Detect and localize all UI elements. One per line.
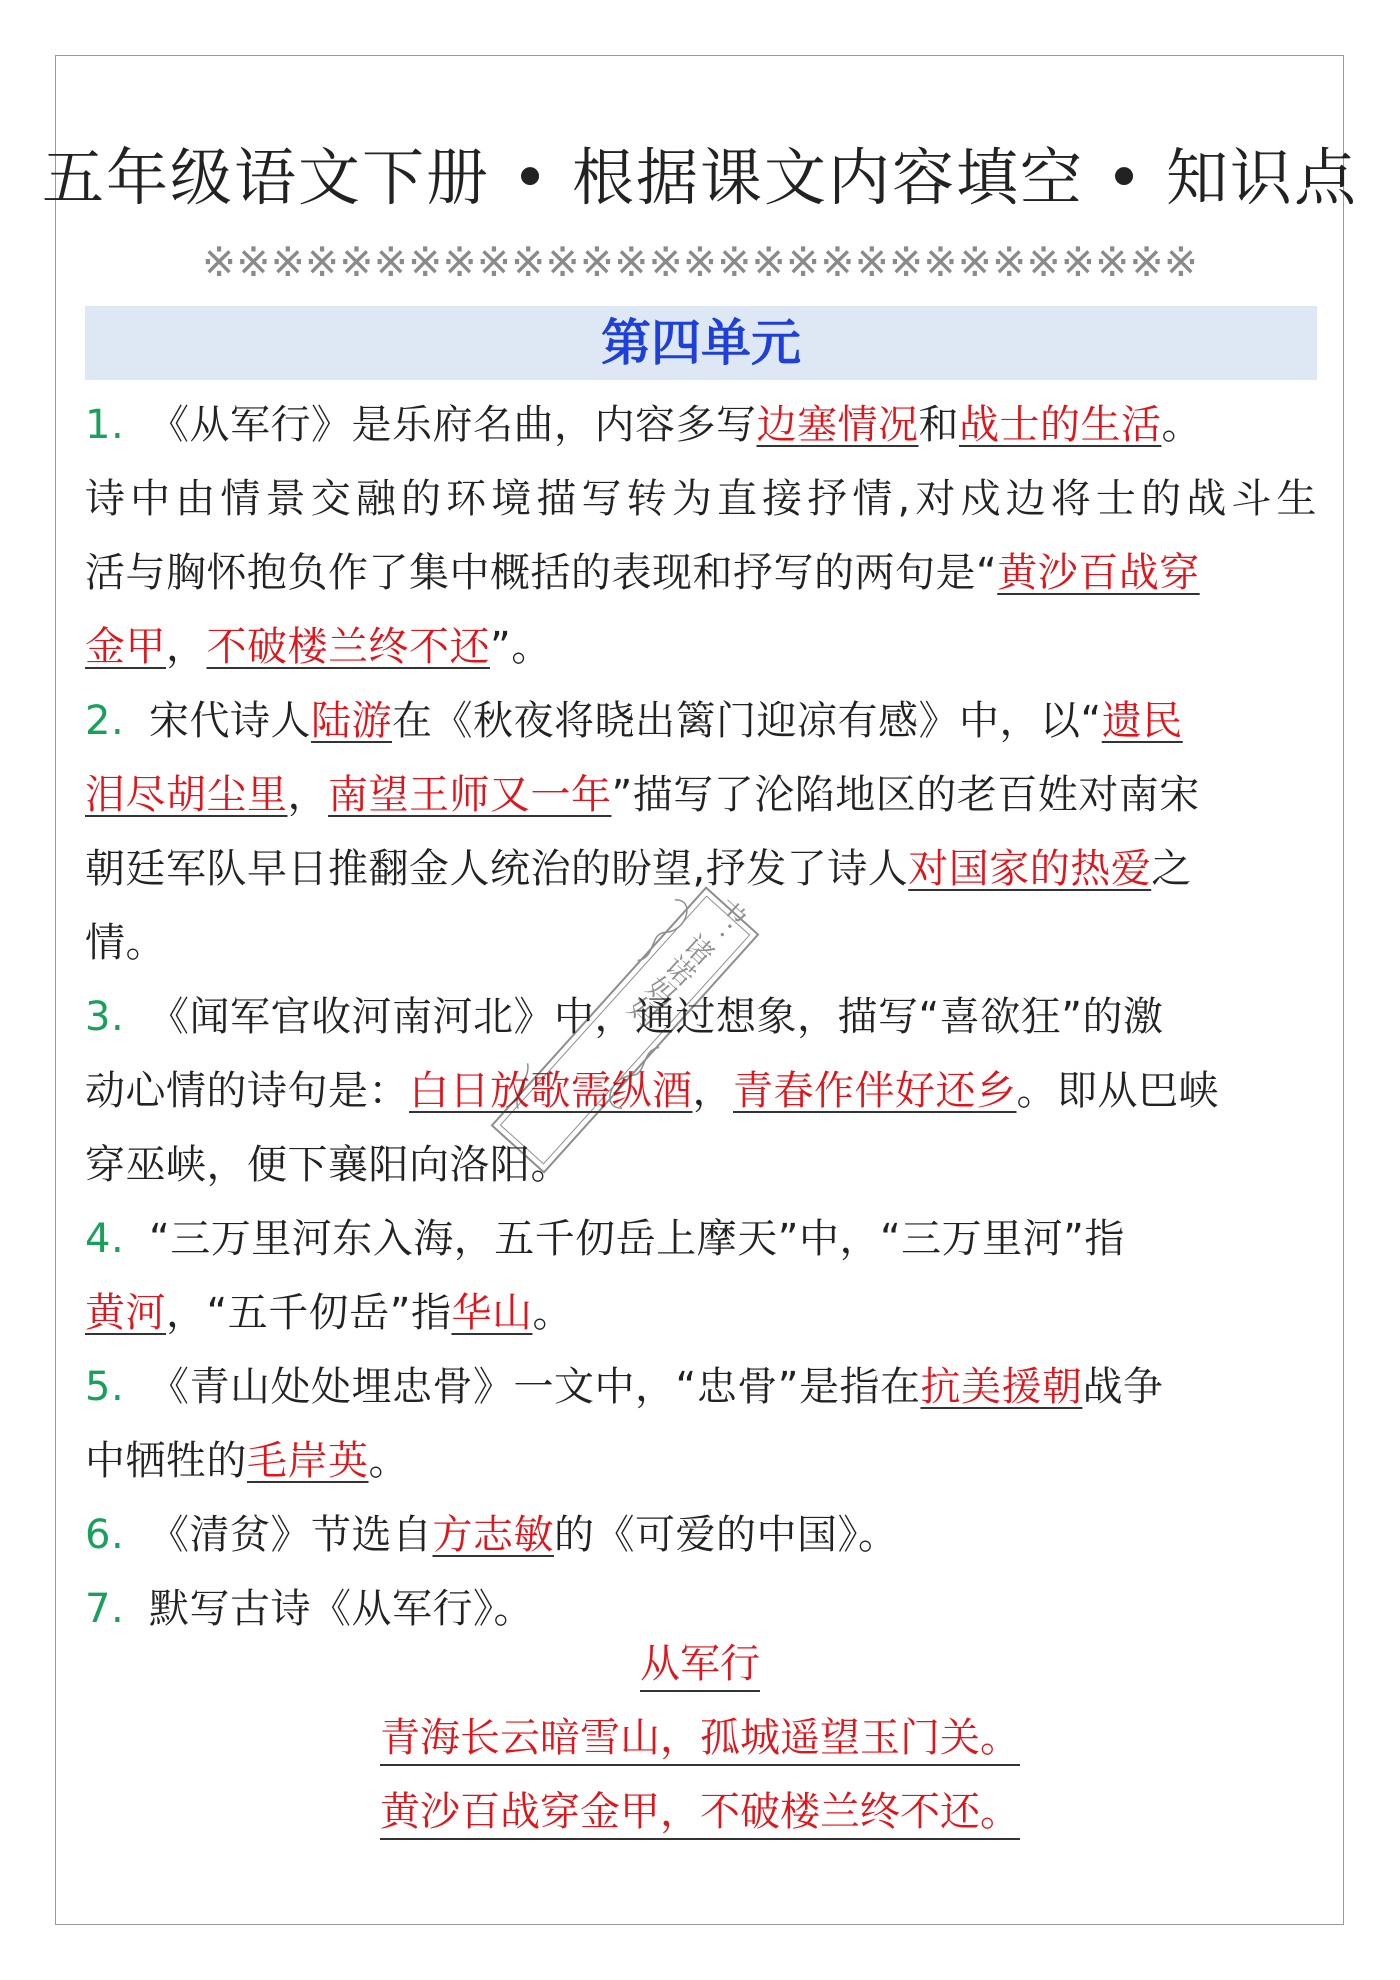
- poem-line-2: 黄沙百战穿金甲，不破楼兰终不还。: [0, 1780, 1400, 1837]
- question-4-line-2: 黄河，“五千仞岳”指华山。: [85, 1290, 573, 1336]
- question-3-line-3: 穿巫峡，便下襄阳向洛阳。: [85, 1142, 571, 1188]
- answer: 泪尽胡尘里: [85, 772, 288, 818]
- answer: 陆游: [311, 698, 392, 744]
- answer: 毛岸英: [247, 1438, 369, 1484]
- question-number: 7.: [85, 1586, 125, 1632]
- answer: 青春作伴好还乡: [733, 1068, 1017, 1114]
- question-2-line-2: 泪尽胡尘里，南望王师又一年”描写了沦陷地区的老百姓对南宋: [85, 772, 1200, 818]
- decorative-divider: ※※※※※※※※※※※※※※※※※※※※※※※※※※※※※: [201, 238, 1199, 286]
- question-1-line-3: 活与胸怀抱负作了集中概括的表现和抒写的两句是“黄沙百战穿: [85, 550, 1200, 596]
- answer: 南望王师又一年: [328, 772, 612, 818]
- question-2-line-3: 朝廷军队早日推翻金人统治的盼望,抒发了诗人对国家的热爱之: [85, 846, 1192, 892]
- question-number: 4.: [85, 1216, 125, 1262]
- answer: 方志敏: [432, 1512, 554, 1558]
- answer: 华山: [451, 1290, 533, 1336]
- question-2-line-1: 2. 宋代诗人陆游在《秋夜将晓出篱门迎凉有感》中，以“遗民: [85, 684, 1317, 758]
- question-5-line-2: 中牺牲的毛岸英。: [85, 1438, 409, 1484]
- svg-text:百书：诸诺妈妈: 百书：诸诺妈妈: [620, 864, 777, 1033]
- question-number: 6.: [85, 1512, 125, 1558]
- answer: 白日放歌需纵酒: [409, 1068, 693, 1114]
- question-1-line-1: 1. 《从军行》是乐府名曲，内容多写边塞情况和战士的生活。: [85, 388, 1317, 462]
- answer: 抗美援朝: [920, 1364, 1083, 1410]
- question-number: 2.: [85, 698, 125, 744]
- question-number: 3.: [85, 994, 125, 1040]
- question-1-line-4: 金甲，不破楼兰终不还”。: [85, 624, 552, 670]
- answer: 不破楼兰终不还: [206, 624, 490, 670]
- question-2-line-4: 情。: [85, 920, 166, 966]
- poem-title: 从军行: [0, 1632, 1400, 1689]
- unit-title: 第四单元: [601, 314, 801, 372]
- answer: 黄沙百战穿: [997, 550, 1200, 596]
- question-5-line-1: 5. 《青山处处埋忠骨》一文中，“忠骨”是指在抗美援朝战争: [85, 1350, 1317, 1424]
- question-3-line-2: 动心情的诗句是：白日放歌需纵酒，青春作伴好还乡。即从巴峡: [85, 1068, 1219, 1114]
- answer: 边塞情况: [756, 402, 919, 448]
- answer: 金甲: [85, 624, 166, 670]
- page-title: 五年级语文下册 • 根据课文内容填空 • 知识点: [42, 141, 1358, 214]
- question-7-line-1: 7. 默写古诗《从军行》。: [85, 1572, 1317, 1646]
- unit-header: [85, 306, 1317, 380]
- poem-line-1: 青海长云暗雪山，孤城遥望玉门关。: [0, 1706, 1400, 1763]
- question-4-line-1: 4. “三万里河东入海，五千仞岳上摩天”中，“三万里河”指: [85, 1202, 1317, 1276]
- question-1-line-2: 诗中由情景交融的环境描写转为直接抒情,对戍边将士的战斗生: [85, 476, 1317, 522]
- answer: 战士的生活: [959, 402, 1162, 448]
- answer: 对国家的热爱: [908, 846, 1152, 892]
- question-3-line-1: 3. 《闻军官收河南河北》中，通过想象，描写“喜欲狂”的激: [85, 980, 1317, 1054]
- answer: 遗民: [1101, 698, 1183, 744]
- question-number: 5.: [85, 1364, 125, 1410]
- answer: 黄河: [85, 1290, 166, 1336]
- question-6-line-1: 6. 《清贫》节选自方志敏的《可爱的中国》。: [85, 1498, 1317, 1572]
- question-number: 1.: [85, 402, 125, 448]
